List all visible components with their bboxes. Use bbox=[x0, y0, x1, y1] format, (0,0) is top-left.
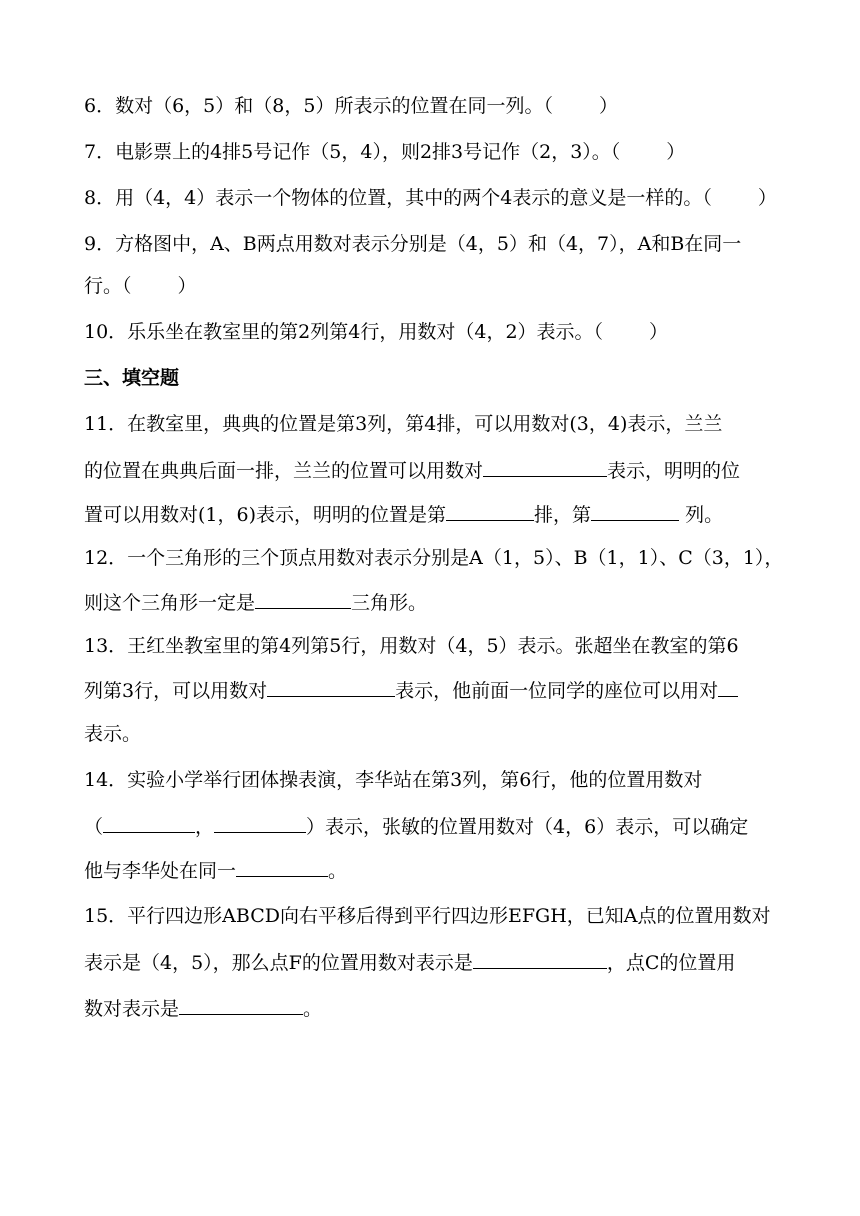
question-14-line-3: 他与李华处在同一 。 bbox=[84, 860, 348, 882]
answer-blank[interactable] bbox=[179, 996, 303, 1015]
question-13-line-2: 列第3行，可以用数对 表示，他前面一位同学的座位可以用对 bbox=[84, 678, 738, 703]
question-15-line-3: 数对表示是 。 bbox=[84, 998, 323, 1020]
question-12-line-2: 则这个三角形一定是 三角形。 bbox=[84, 592, 428, 614]
question-15-line-2: 表示是（4，5），那么点F的位置用数对表示是 ，点C的位置用 bbox=[84, 952, 736, 974]
answer-blank[interactable] bbox=[446, 502, 534, 521]
question-10: 10．乐乐坐在教室里的第2列第4行，用数对（4，2）表示。（ ） bbox=[84, 321, 669, 343]
section-heading-fill-in: 三、填空题 bbox=[84, 367, 180, 389]
answer-blank[interactable] bbox=[718, 678, 738, 697]
question-8: 8．用（4，4）表示一个物体的位置，其中的两个4表示的意义是一样的。（ ） bbox=[84, 187, 777, 209]
question-14-line-2: （ ， ）表示，张敏的位置用数对（4，6）表示，可以确定 bbox=[84, 816, 749, 838]
answer-blank[interactable] bbox=[483, 458, 607, 477]
answer-blank[interactable] bbox=[236, 858, 328, 877]
question-11-line-3: 置可以用数对(1，6)表示，明明的位置是第 排，第 列。 bbox=[84, 504, 724, 526]
answer-blank[interactable] bbox=[591, 502, 679, 521]
question-13-line-3: 表示。 bbox=[84, 723, 142, 745]
question-7: 7．电影票上的4排5号记作（5，4），则2排3号记作（2，3）。（ ） bbox=[84, 141, 686, 163]
question-12-line-1: 12．一个三角形的三个顶点用数对表示分别是A（1，5）、B（1，1）、C（3，1）， bbox=[84, 547, 784, 569]
question-15-line-1: 15．平行四边形ABCD向右平移后得到平行四边形EFGH，已知A点的位置用数对 bbox=[84, 905, 771, 927]
question-14-line-1: 14．实验小学举行团体操表演，李华站在第3列，第6行，他的位置用数对 bbox=[84, 769, 703, 791]
answer-blank[interactable] bbox=[267, 678, 395, 697]
answer-blank[interactable] bbox=[103, 814, 195, 833]
question-9-line-2: 行。（ ） bbox=[84, 275, 197, 297]
question-11-line-1: 11．在教室里，典典的位置是第3列，第4排，可以用数对(3，4)表示，兰兰 bbox=[84, 413, 723, 435]
answer-blank[interactable] bbox=[473, 950, 607, 969]
question-13-line-1: 13．王红坐教室里的第4列第5行，用数对（4，5）表示。张超坐在教室的第6 bbox=[84, 635, 739, 657]
question-6: 6．数对（6，5）和（8，5）所表示的位置在同一列。（ ） bbox=[84, 95, 618, 117]
question-9-line-1: 9．方格图中，A、B两点用数对表示分别是（4，5）和（4，7），A和B在同一 bbox=[84, 233, 742, 255]
answer-blank[interactable] bbox=[255, 590, 351, 609]
question-11-line-2: 的位置在典典后面一排，兰兰的位置可以用数对 表示，明明的位 bbox=[84, 460, 741, 482]
answer-blank[interactable] bbox=[214, 814, 306, 833]
